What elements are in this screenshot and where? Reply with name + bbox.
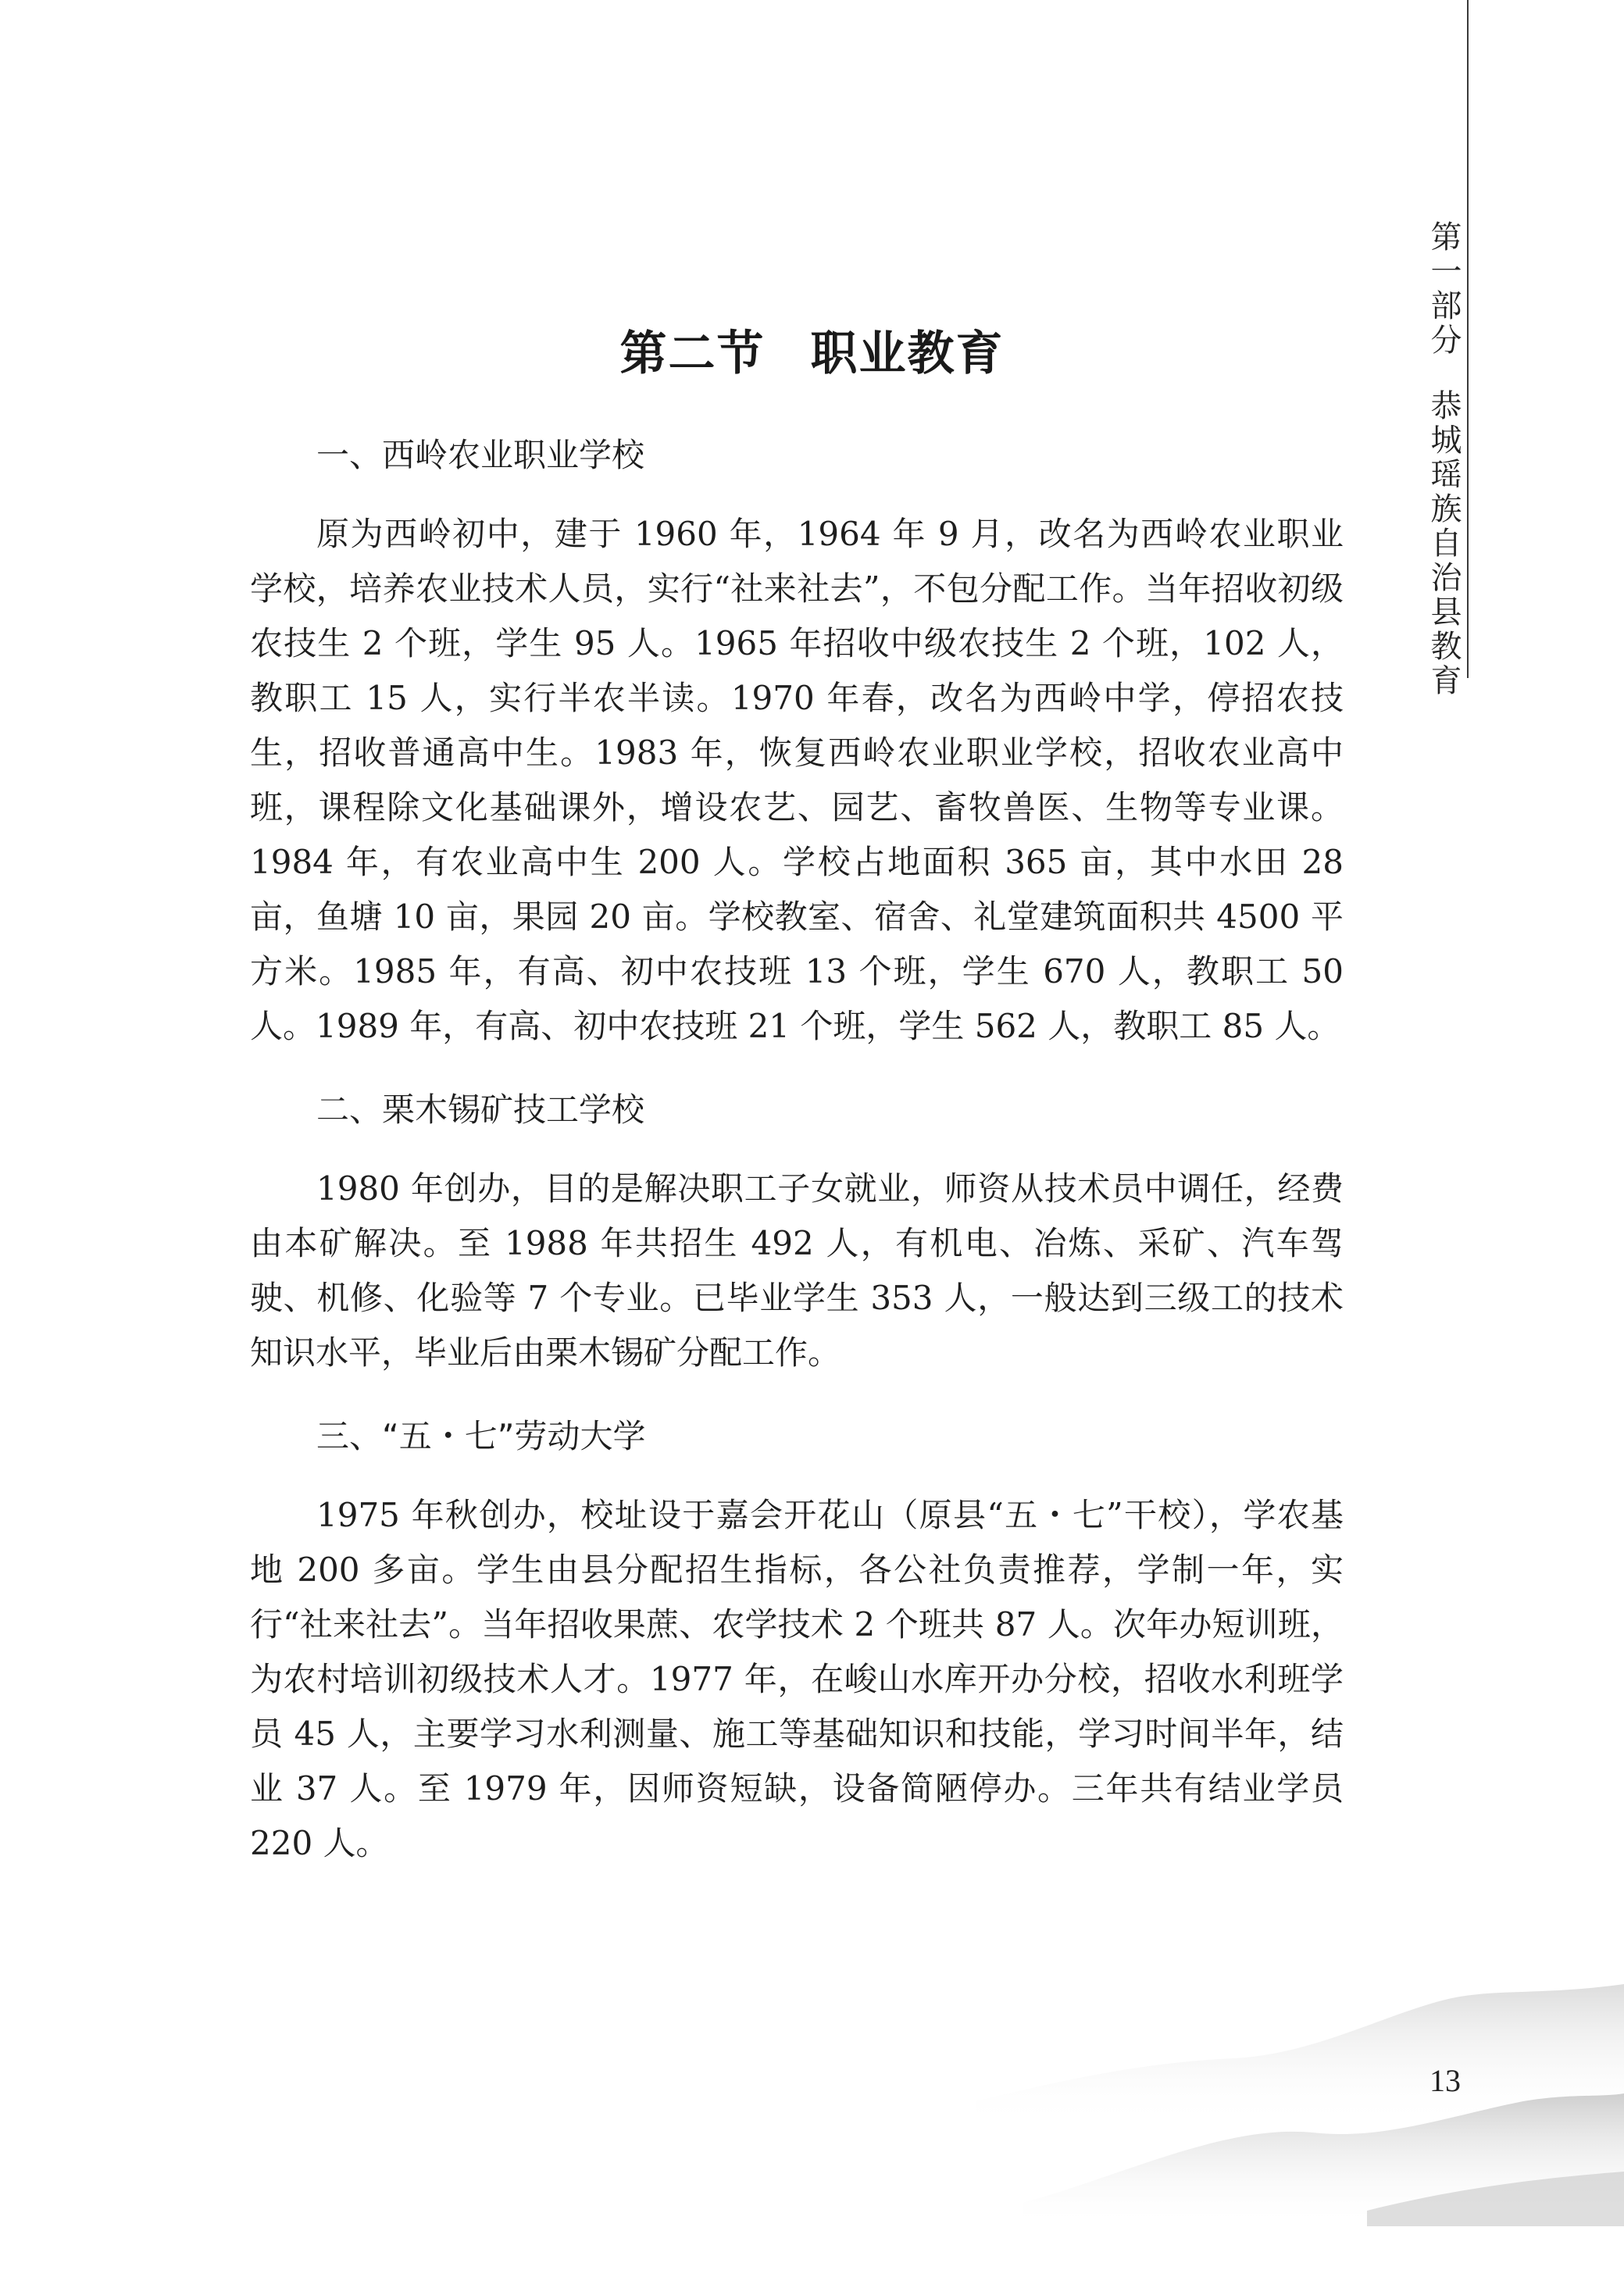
subsection-heading: 三、“五・七”劳动大学 <box>316 1417 646 1455</box>
running-header <box>1404 220 1462 698</box>
subsection-paragraph: 原为西岭初中，建于 1960 年，1964 年 9 月，改名为西岭农业职业学校，培养农业技术人员，实行“社来社去”，不包分配工作。当年招收初级农技生 2 个班，学生 95 人。1965 年招收中级农技生 2 个班，102 人，教职工 15 人，实行半农半读。1970 年春，改名为西岭中学，停招农技生，招收普通高中生。1983 年，恢复西岭农业职业学校，招收农业高中班，课程除文化基础课外，增设农艺、园艺、畜牧兽医、生物等专业课。1984 年，有农业高中生 200 人。学校占地面积 365 亩，其中水田 28 亩，鱼塘 10 亩，果园 20 亩。学校教室、宿舍、礼堂建筑面积共 4500 平方米。1985 年，有高、初中农技班 13 个班，学生 670 人，教职工 50 人。1989 年，有高、初中农技班 21 个班，学生 562 人，教职工 85 人。 <box>250 515 1344 1045</box>
section-number: 第二节 <box>619 327 766 381</box>
body-text <box>250 426 1344 1897</box>
section-title <box>0 316 1624 384</box>
landscape-decoration <box>976 1968 1624 2226</box>
subsection-paragraph: 1980 年创办，目的是解决职工子女就业，师资从技术员中调任，经费由本矿解决。至 1988 年共招生 492 人，有机电、冶炼、采矿、汽车驾驶、机修、化验等 7 个专业。已毕业学生 353 人，一般达到三级工的技术知识水平，毕业后由栗木锡矿分配工作。 <box>250 1169 1344 1372</box>
subsection-paragraph: 1975 年秋创办，校址设于嘉会开花山（原县“五・七”干校），学农基地 200 多亩。学生由县分配招生指标，各公社负责推荐，学制一年，实行“社来社去”。当年招收果蔗、农学技术 2 个班共 87 人。次年办短训班，为农村培训初级技术人才。1977 年，在峻山水库开办分校，招收水利班学员 45 人，主要学习水利测量、施工等基础知识和技能，学习时间半年，结业 37 人。至 1979 年，因师资短缺，设备简陋停办。三年共有结业学员 220 人。 <box>250 1496 1344 1862</box>
running-header-title: 恭城瑶族自治县教育 <box>1426 389 1462 698</box>
page-number: 13 <box>1429 2063 1461 2098</box>
section-name: 职业教育 <box>810 327 1005 381</box>
subsection-heading: 一、西岭农业职业学校 <box>316 436 645 474</box>
running-header-part: 第一部分 <box>1426 220 1462 358</box>
subsection-heading: 二、栗木锡矿技工学校 <box>316 1090 645 1129</box>
